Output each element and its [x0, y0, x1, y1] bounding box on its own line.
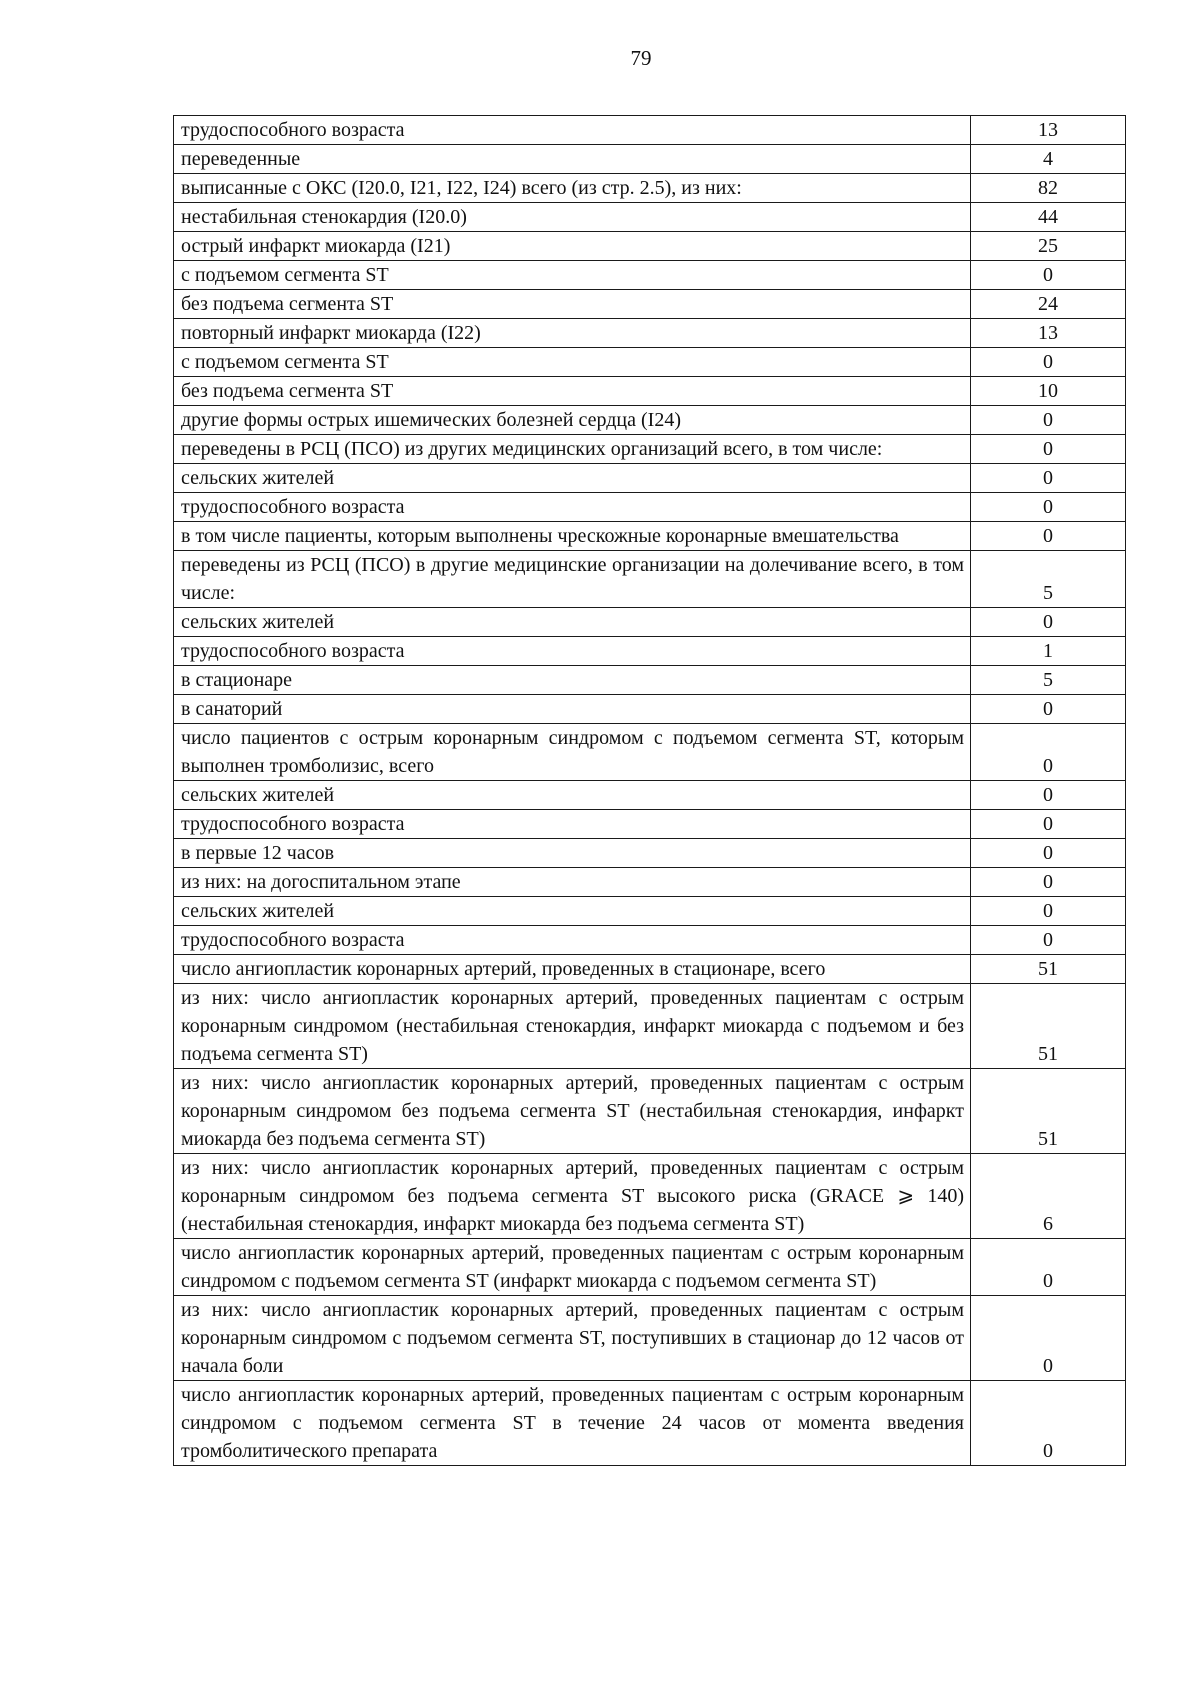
row-label: трудоспособного возраста: [174, 116, 971, 145]
row-value: 25: [971, 232, 1126, 261]
table-row: [174, 955, 1126, 984]
row-value: 0: [971, 522, 1126, 551]
row-value: 1: [971, 637, 1126, 666]
row-value: 4: [971, 145, 1126, 174]
row-label: переведены в РСЦ (ПСО) из других медицинских организаций всего, в том числе:: [174, 435, 971, 464]
row-value: 5: [971, 551, 1126, 608]
row-label: в первые 12 часов: [174, 839, 971, 868]
table-row: [174, 608, 1126, 637]
row-value: 0: [971, 608, 1126, 637]
row-value: 51: [971, 984, 1126, 1069]
row-value: 51: [971, 955, 1126, 984]
table-row: [174, 1239, 1126, 1296]
row-value: 0: [971, 724, 1126, 781]
row-value: 0: [971, 1381, 1126, 1466]
table-row: [174, 1381, 1126, 1466]
row-label: из них: число ангиопластик коронарных артерий, проведенных пациентам с острым коронарным синдромом без подъема сегмента ST высокого риска (GRACE ⩾ 140) (нестабильная стенокардия, инфаркт миокарда без подъема сегмента ST): [174, 1154, 971, 1239]
table-row: [174, 435, 1126, 464]
table-row: [174, 290, 1126, 319]
row-label: трудоспособного возраста: [174, 493, 971, 522]
table-row: [174, 1296, 1126, 1381]
row-label: трудоспособного возраста: [174, 810, 971, 839]
row-label: в санаторий: [174, 695, 971, 724]
table-row: [174, 116, 1126, 145]
row-label: сельских жителей: [174, 464, 971, 493]
table-row: [174, 377, 1126, 406]
row-value: 51: [971, 1069, 1126, 1154]
row-value: 0: [971, 810, 1126, 839]
row-value: 0: [971, 781, 1126, 810]
row-value: 44: [971, 203, 1126, 232]
page-number: 79: [630, 46, 652, 70]
table-row: [174, 174, 1126, 203]
row-value: 5: [971, 666, 1126, 695]
table-row: [174, 319, 1126, 348]
row-label: без подъема сегмента ST: [174, 290, 971, 319]
row-label: сельских жителей: [174, 897, 971, 926]
row-label: переведены из РСЦ (ПСО) в другие медицинские организации на долечивание всего, в том числе:: [174, 551, 971, 608]
row-value: 0: [971, 926, 1126, 955]
table-row: [174, 1069, 1126, 1154]
row-value: 0: [971, 1239, 1126, 1296]
row-value: 0: [971, 1296, 1126, 1381]
row-value: 13: [971, 319, 1126, 348]
table-row: [174, 897, 1126, 926]
row-label: число пациентов с острым коронарным синдромом с подъемом сегмента ST, которым выполнен тромболизис, всего: [174, 724, 971, 781]
table-row: [174, 348, 1126, 377]
table-row: [174, 637, 1126, 666]
table-row: [174, 839, 1126, 868]
row-value: 0: [971, 464, 1126, 493]
row-label: число ангиопластик коронарных артерий, проведенных пациентам с острым коронарным синдромом с подъемом сегмента ST в течение 24 часов от момента введения тромболитического препарата: [174, 1381, 971, 1466]
row-label: без подъема сегмента ST: [174, 377, 971, 406]
row-value: 0: [971, 406, 1126, 435]
row-value: 0: [971, 261, 1126, 290]
row-label: трудоспособного возраста: [174, 637, 971, 666]
row-value: 10: [971, 377, 1126, 406]
row-value: 82: [971, 174, 1126, 203]
table-row: [174, 493, 1126, 522]
table-row: [174, 810, 1126, 839]
row-value: 0: [971, 839, 1126, 868]
row-label: выписанные с ОКС (I20.0, I21, I22, I24) всего (из стр. 2.5), из них:: [174, 174, 971, 203]
row-value: 6: [971, 1154, 1126, 1239]
row-label: число ангиопластик коронарных артерий, проведенных в стационаре, всего: [174, 955, 971, 984]
table-row: [174, 781, 1126, 810]
table-row: [174, 695, 1126, 724]
row-label: в том числе пациенты, которым выполнены чрескожные коронарные вмешательства: [174, 522, 971, 551]
table-row: [174, 666, 1126, 695]
row-label: из них: на догоспитальном этапе: [174, 868, 971, 897]
table-row: [174, 522, 1126, 551]
table-row: [174, 724, 1126, 781]
row-label: из них: число ангиопластик коронарных артерий, проведенных пациентам с острым коронарным синдромом (нестабильная стенокардия, инфаркт миокарда с подъемом и без подъема сегмента ST): [174, 984, 971, 1069]
row-value: 0: [971, 435, 1126, 464]
table-row: [174, 464, 1126, 493]
row-label: с подъемом сегмента ST: [174, 261, 971, 290]
row-label: повторный инфаркт миокарда (I22): [174, 319, 971, 348]
row-value: 13: [971, 116, 1126, 145]
row-label: сельских жителей: [174, 781, 971, 810]
table-row: [174, 203, 1126, 232]
report-table-body: [174, 116, 1126, 1466]
row-value: 24: [971, 290, 1126, 319]
table-row: [174, 261, 1126, 290]
row-value: 0: [971, 695, 1126, 724]
table-row: [174, 1154, 1126, 1239]
row-value: 0: [971, 868, 1126, 897]
row-label: из них: число ангиопластик коронарных артерий, проведенных пациентам с острым коронарным синдромом с подъемом сегмента ST, поступивших в стационар до 12 часов от начала боли: [174, 1296, 971, 1381]
table-row: [174, 926, 1126, 955]
row-label: из них: число ангиопластик коронарных артерий, проведенных пациентам с острым коронарным синдромом без подъема сегмента ST (нестабильная стенокардия, инфаркт миокарда без подъема сегмента ST): [174, 1069, 971, 1154]
row-label: в стационаре: [174, 666, 971, 695]
row-value: 0: [971, 348, 1126, 377]
table-row: [174, 984, 1126, 1069]
row-label: число ангиопластик коронарных артерий, проведенных пациентам с острым коронарным синдромом с подъемом сегмента ST (инфаркт миокарда с подъемом сегмента ST): [174, 1239, 971, 1296]
table-row: [174, 232, 1126, 261]
row-label: переведенные: [174, 145, 971, 174]
table-row: [174, 551, 1126, 608]
row-label: нестабильная стенокардия (I20.0): [174, 203, 971, 232]
report-table: [173, 115, 1126, 1466]
row-label: трудоспособного возраста: [174, 926, 971, 955]
table-row: [174, 868, 1126, 897]
row-label: другие формы острых ишемических болезней сердца (I24): [174, 406, 971, 435]
row-value: 0: [971, 897, 1126, 926]
row-label: с подъемом сегмента ST: [174, 348, 971, 377]
table-row: [174, 406, 1126, 435]
row-value: 0: [971, 493, 1126, 522]
row-label: сельских жителей: [174, 608, 971, 637]
table-row: [174, 145, 1126, 174]
row-label: острый инфаркт миокарда (I21): [174, 232, 971, 261]
